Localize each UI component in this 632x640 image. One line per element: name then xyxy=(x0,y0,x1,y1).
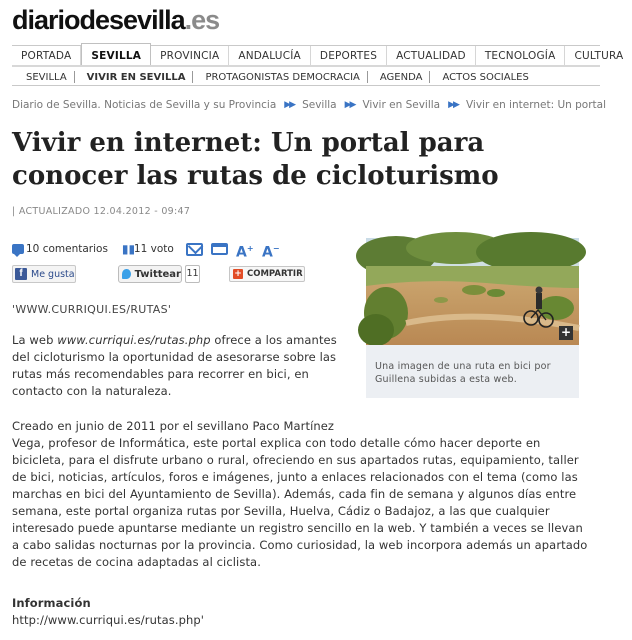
tab-cultura[interactable]: CULTURA xyxy=(574,50,624,62)
sub-nav xyxy=(12,68,600,86)
subnav-sevilla[interactable]: SEVILLA xyxy=(12,71,75,83)
article-title: Vivir en internet: Un portal para conocer las rutas de cicloturismo xyxy=(12,128,499,191)
comments-count[interactable]: 10 comentarios xyxy=(26,243,108,255)
curriqui-link[interactable]: www.curriqui.es/rutas.php xyxy=(57,333,211,347)
article-photo[interactable] xyxy=(366,238,579,345)
font-decrease-icon[interactable]: A− xyxy=(262,244,280,261)
photo-caption: Una imagen de una ruta en bici por Guillena subidas a esta web. xyxy=(366,345,579,398)
breadcrumb-arrow-icon: ▶▶ xyxy=(344,100,355,110)
twitter-label: Twittear xyxy=(134,268,181,280)
pull-quote-url: 'WWW.CURRIQUI.ES/RUTAS' xyxy=(12,303,172,316)
info-link[interactable]: http://www.curriqui.es/rutas.php' xyxy=(12,613,205,627)
share-label: COMPARTIR xyxy=(247,269,303,279)
main-nav xyxy=(12,45,624,67)
article-paragraph-1: La web www.curriqui.es/rutas.php ofrece a los amantes del cicloturismo la oportunidad de asesorarse sobre las rutas más recomendables para recorrer en bici, en contacto con la naturaleza. xyxy=(12,333,337,398)
breadcrumb-arrow-icon: ▶▶ xyxy=(284,100,295,110)
tab-actualidad[interactable]: ACTUALIDAD xyxy=(387,46,476,65)
breadcrumb-sevilla[interactable]: Sevilla xyxy=(302,99,337,111)
info-heading: Información xyxy=(12,596,91,610)
vote-icon[interactable]: ▮▮ xyxy=(121,242,136,256)
print-icon[interactable] xyxy=(211,243,228,255)
votes-count: 11 voto xyxy=(133,243,174,255)
breadcrumb-current: Vivir en internet: Un portal xyxy=(465,99,607,111)
email-icon[interactable] xyxy=(186,243,203,256)
facebook-icon: f xyxy=(15,268,27,280)
tab-sevilla[interactable]: SEVILLA xyxy=(81,43,151,65)
logo-tld: .es xyxy=(184,5,220,35)
subnav-vivir-en-sevilla[interactable]: VIVIR EN SEVILLA xyxy=(75,71,194,83)
subnav-agenda[interactable]: AGENDA xyxy=(368,71,431,83)
updated-timestamp: | ACTUALIZADO 12.04.2012 - 09:47 xyxy=(12,206,191,217)
social-share-row xyxy=(12,265,305,283)
site-logo[interactable] xyxy=(12,5,219,36)
tab-provincia[interactable]: PROVINCIA xyxy=(151,46,229,65)
subnav-actos-sociales[interactable]: ACTOS SOCIALES xyxy=(442,72,529,83)
tab-deportes[interactable]: DEPORTES xyxy=(311,46,387,65)
twitter-tweet-button[interactable] xyxy=(118,265,182,283)
facebook-like-label: Me gusta xyxy=(31,268,75,280)
subnav-protagonistas-democracia[interactable]: PROTAGONISTAS DEMOCRACIA xyxy=(193,71,367,83)
share-button[interactable] xyxy=(229,266,305,282)
article-tools xyxy=(12,241,280,261)
tab-portada[interactable]: PORTADA xyxy=(12,46,81,65)
cycling-route-photo xyxy=(366,238,579,345)
logo-main: diariodesevilla xyxy=(12,5,185,35)
twitter-bird-icon xyxy=(122,269,131,279)
breadcrumb-vivir-en-sevilla[interactable]: Vivir en Sevilla xyxy=(362,99,441,111)
tab-andalucia[interactable]: ANDALUCÍA xyxy=(229,46,311,65)
facebook-like-button[interactable] xyxy=(12,265,76,283)
article-paragraph-2: Creado en junio de 2011 por el sevillano Paco Martínez Vega, profesor de Informática, este portal explica con todo detalle cómo hacer deporte en bicicleta, para el disfrute urbano o rural, ofreciendo en sus apartados rutas, equipamiento, taller de bici, noticias, artículos, foros e imágenes, junto a enlaces relacionados con el tema (como las marchas en bici del Ayuntamiento de Sevilla). Además, cada fin de semana y algunos días entre semana, este portal organiza rutas por Sevilla, Huelva, Cádiz o Badajoz, a las que cualquier interesado puede apuntarse mediante un registro sencillo en la web. Y también a veces se llevan a cabo salidas nocturnas por la provincia. Como curiosidad, la web incorpora además un apartado de recetas de cocina adaptadas al ciclista. xyxy=(12,419,588,569)
comment-icon[interactable] xyxy=(12,244,24,254)
breadcrumb-home[interactable]: Diario de Sevilla. Noticias de Sevilla y su Provincia xyxy=(12,99,277,111)
tab-tecnologia[interactable]: TECNOLOGÍA xyxy=(476,46,566,65)
photo-zoom-icon[interactable]: + xyxy=(560,325,572,339)
share-plus-icon: + xyxy=(234,269,242,279)
breadcrumb-arrow-icon: ▶▶ xyxy=(448,100,458,110)
breadcrumb xyxy=(12,99,606,111)
font-increase-icon[interactable]: A+ xyxy=(236,244,254,261)
twitter-count: 11 xyxy=(185,265,200,283)
